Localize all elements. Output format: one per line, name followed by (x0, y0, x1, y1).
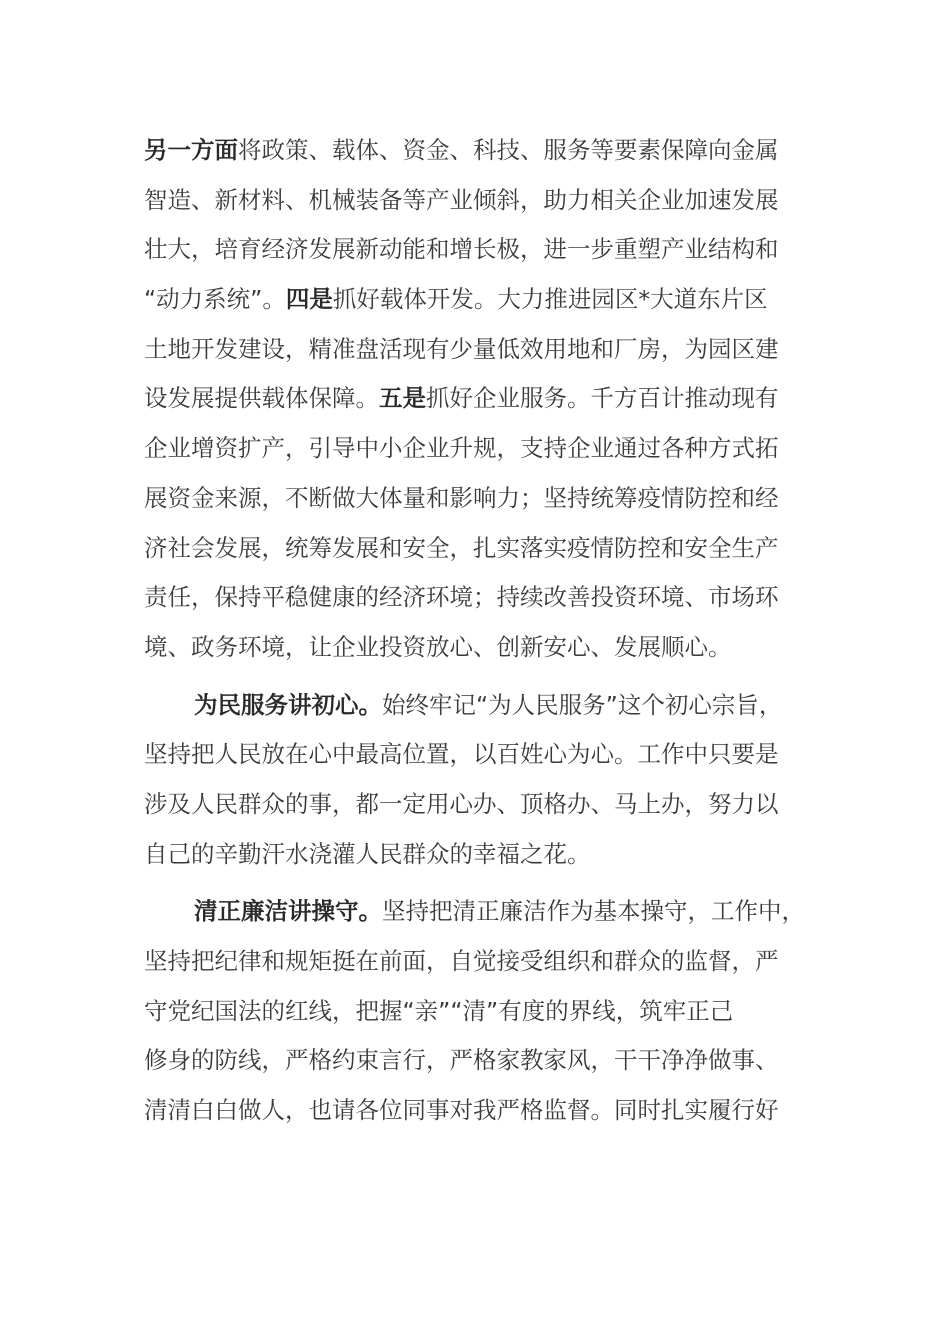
text-line: 守党纪国法的红线，把握“亲”“清”有度的界线，筑牢正己 (144, 996, 734, 1025)
text-line: 壮大，培育经济发展新动能和增长极，进一步重塑产业结构和 (144, 235, 779, 264)
paragraph-gap (144, 673, 824, 681)
text-line: 智造、新材料、机械装备等产业倾斜，助力相关企业加速发展 (144, 185, 779, 214)
line-text: 将政策、载体、资金、科技、服务等要素保障向金属 (238, 136, 779, 164)
text-line (144, 126, 824, 176)
bold-lead: 为民服务讲初心。 (194, 690, 382, 719)
paragraph (144, 681, 824, 880)
document-body (144, 126, 824, 1136)
line-text: 抓好载体开发。大力推进园区*大道东片区 (332, 285, 768, 314)
text-line: 土地开发建设，精准盘活现有少量低效用地和厂房，为园区建 (144, 334, 779, 363)
bold-lead: 另一方面 (144, 136, 238, 164)
text-line: 展资金来源，不断做大体量和影响力；坚持统筹疫情防控和经 (144, 483, 779, 512)
line-text: “动力系统”。 (144, 285, 286, 314)
text-line: 涉及人民群众的事，都一定用心办、顶格办、马上办，努力以 (144, 789, 779, 818)
bold-lead: 清正廉洁讲操守。 (194, 897, 382, 926)
text-line: 坚持把人民放在心中最高位置，以百姓心为心。工作中只要是 (144, 740, 779, 769)
text-line: 修身的防线，严格约束言行，严格家教家风，干干净净做事、 (144, 1046, 779, 1075)
text-line: 境、政务环境，让企业投资放心、创新安心、发展顺心。 (144, 632, 732, 661)
text-line: 清清白白做人，也请各位同事对我严格监督。同时扎实履行好 (144, 1096, 779, 1125)
bold-lead: 四是 (285, 285, 333, 314)
paragraph-gap (144, 879, 824, 887)
text-line: 坚持把纪律和规矩挺在前面，自觉接受组织和群众的监督，严 (144, 947, 779, 975)
line-text: 始终牢记“为人民服务”这个初心宗旨， (382, 690, 783, 719)
line-text: 坚持把清正廉洁作为基本操守，工作中， (382, 897, 805, 926)
text-line (144, 374, 824, 424)
text-line (144, 275, 824, 325)
paragraph (144, 126, 824, 673)
line-text: 设发展提供载体保障。 (144, 384, 379, 413)
text-line: 济社会发展，统筹发展和安全，扎实落实疫情防控和安全生产 (144, 533, 779, 562)
text-line: 企业增资扩产，引导中小企业升规，支持企业通过各种方式拓 (144, 434, 779, 463)
text-line: 自己的辛勤汗水浇灌人民群众的幸福之花。 (144, 839, 591, 868)
bold-lead: 五是 (379, 384, 426, 413)
line-text: 抓好企业服务。千方百计推动现有 (426, 384, 779, 413)
text-line (144, 681, 824, 731)
text-line (144, 887, 824, 937)
text-line: 责任，保持平稳健康的经济环境；持续改善投资环境、市场环 (144, 583, 779, 612)
paragraph (144, 887, 824, 1135)
